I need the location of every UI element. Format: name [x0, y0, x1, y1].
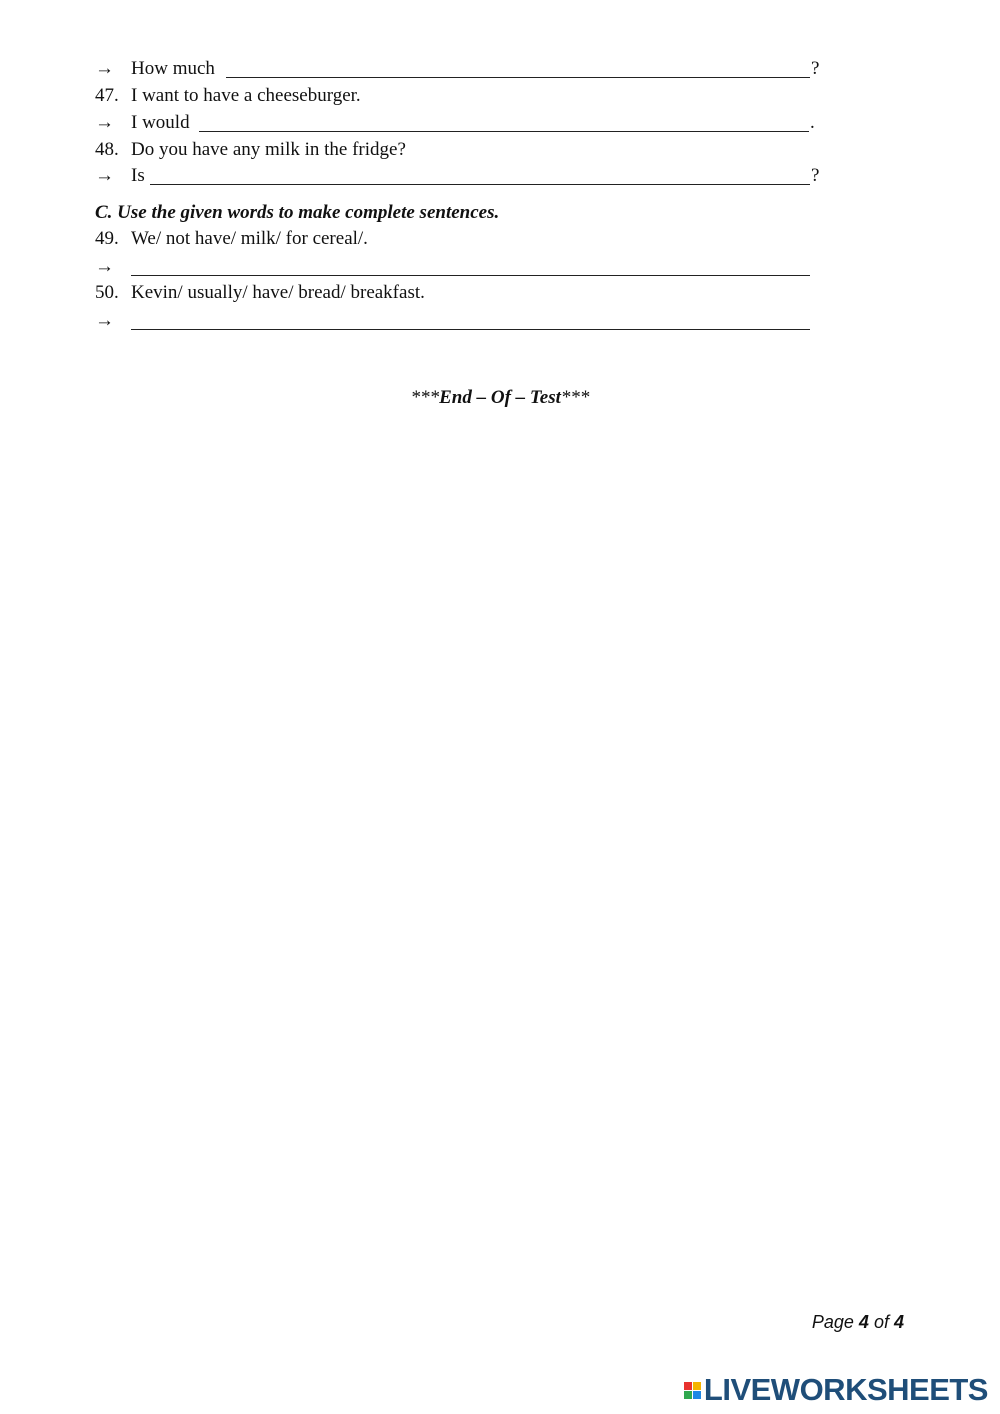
end-text: End – Of – Test	[439, 387, 561, 408]
question-49	[95, 228, 368, 250]
of-label: of	[873, 1312, 889, 1332]
answer-prompt: I would	[131, 112, 190, 133]
arrow-icon: →	[95, 112, 114, 133]
page-current: 4	[858, 1312, 869, 1332]
question-text: Do you have any milk in the fridge?	[131, 139, 406, 160]
answer-blank[interactable]	[150, 184, 810, 185]
logo-text: LIVEWORKSHEETS	[703, 1372, 988, 1407]
arrow-icon: →	[95, 310, 114, 331]
answer-line-48	[95, 165, 145, 187]
answer-end-mark: ?	[811, 165, 820, 186]
page-total: 4	[893, 1312, 904, 1332]
question-number: 49.	[95, 228, 119, 249]
question-number: 48.	[95, 139, 119, 160]
question-number: 47.	[95, 85, 119, 106]
question-47	[95, 85, 361, 107]
answer-prompt: How much	[131, 58, 215, 79]
answer-end-mark: ?	[811, 58, 820, 79]
answer-blank[interactable]	[226, 77, 810, 78]
answer-line-49	[95, 256, 131, 278]
end-stars-right: ***	[560, 387, 590, 408]
question-50	[95, 282, 425, 304]
answer-prompt: Is	[131, 165, 145, 186]
answer-end-mark: .	[810, 112, 815, 133]
logo-square	[693, 1382, 701, 1390]
logo-grid-icon	[684, 1382, 701, 1399]
answer-blank[interactable]	[131, 275, 810, 276]
arrow-icon: →	[95, 256, 114, 277]
page-label: Page	[811, 1312, 854, 1332]
answer-line-47	[95, 112, 190, 134]
answer-line-50	[95, 310, 131, 332]
question-text: We/ not have/ milk/ for cereal/.	[131, 228, 368, 249]
end-stars-left: ***	[410, 387, 440, 408]
answer-blank[interactable]	[131, 329, 810, 330]
page-number	[812, 1312, 904, 1333]
arrow-icon: →	[95, 165, 114, 186]
question-48	[95, 139, 406, 161]
question-number: 50.	[95, 282, 119, 303]
end-of-test	[0, 387, 1000, 409]
answer-line-46	[95, 58, 215, 80]
section-c-title: C. Use the given words to make complete sentences.	[95, 202, 500, 223]
logo-square	[684, 1391, 692, 1399]
arrow-icon: →	[95, 58, 114, 79]
logo-square	[693, 1391, 701, 1399]
liveworksheets-logo	[684, 1372, 988, 1408]
answer-blank[interactable]	[199, 131, 809, 132]
logo-square	[684, 1382, 692, 1390]
question-text: Kevin/ usually/ have/ bread/ breakfast.	[131, 282, 425, 303]
question-text: I want to have a cheeseburger.	[131, 85, 361, 106]
